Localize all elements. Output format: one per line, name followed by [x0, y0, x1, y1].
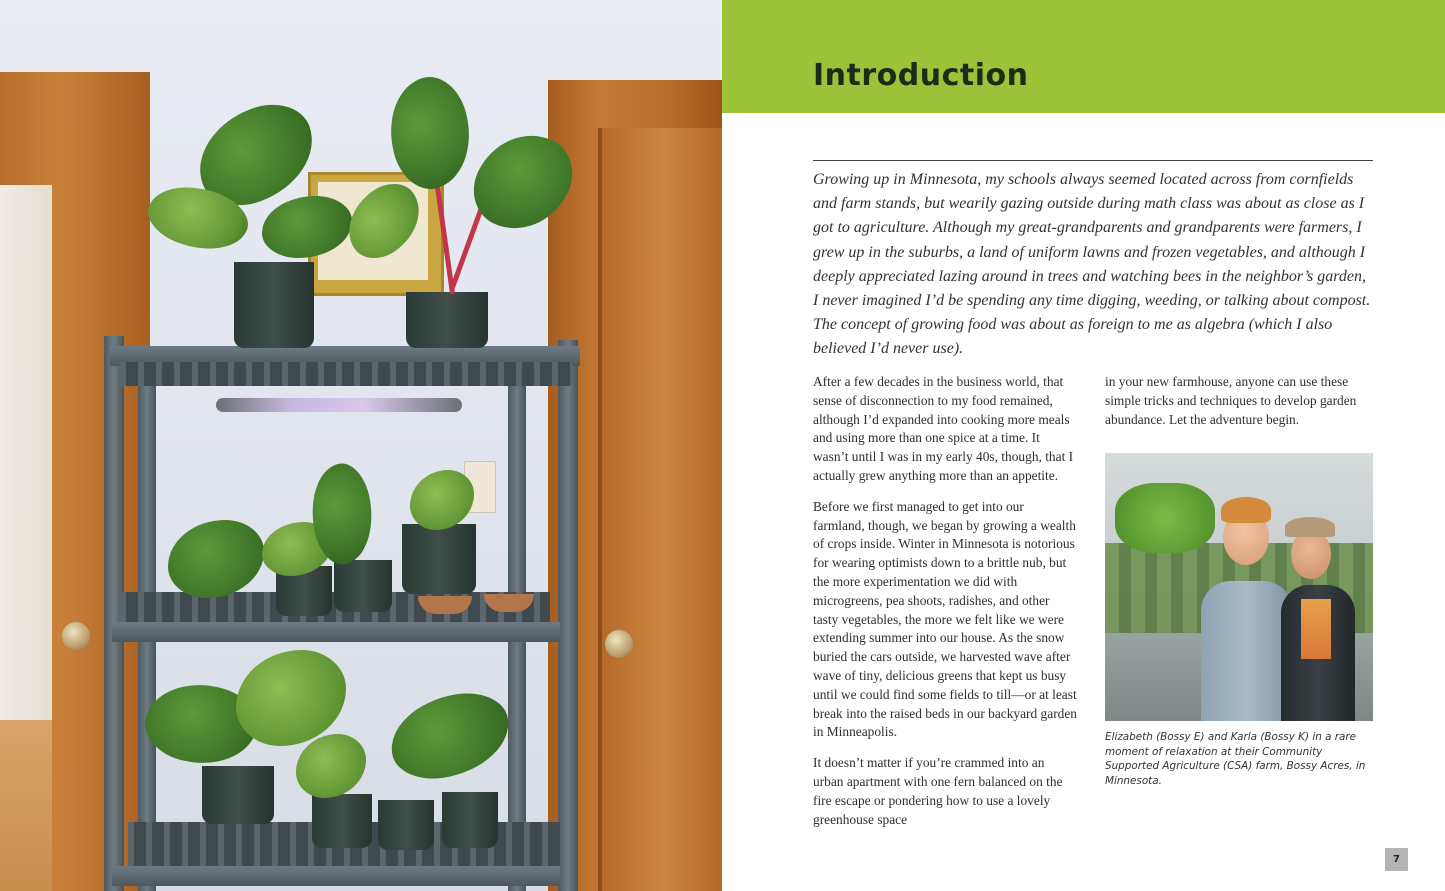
photo-pot	[312, 794, 372, 848]
shelf-plants-photo	[0, 0, 722, 891]
photo-pot	[334, 560, 392, 612]
photo-door-right	[598, 128, 722, 891]
photo-caption: Elizabeth (Bossy E) and Karla (Bossy K) in a rare moment of relaxation at their Community Supported Agriculture (CSA) farm, Bossy Acres, in Minnesota.	[1105, 731, 1366, 787]
body-column-1	[813, 373, 1078, 841]
photo-pot	[378, 800, 434, 850]
body-paragraph: After a few decades in the business world, that sense of disconnection to my food remained, although I’d expanded into cooking more meals and using more than one spice at a time. It wasn’t until I was in my early 40s, though, that I actually grew anything more than an appetite.	[813, 374, 1074, 483]
shelf-middle	[112, 622, 560, 642]
photo-person-left-hair	[1221, 497, 1271, 523]
body-paragraph: in your new farmhouse, anyone can use these simple tricks and techniques to develop garden abundance. Let the adventure begin.	[1105, 374, 1357, 427]
shelf-post	[558, 340, 578, 891]
photo-grow-light	[216, 398, 462, 412]
shelf-top-grid	[120, 362, 572, 386]
intro-rule	[813, 160, 1373, 161]
header-band	[722, 0, 1445, 113]
photo-pot	[202, 766, 274, 824]
photo-floor	[0, 720, 52, 891]
photo-person-right-shirt	[1301, 599, 1331, 659]
photo-seedling-tray	[1115, 483, 1215, 553]
body-column-2	[1105, 373, 1373, 441]
page-title: Introduction	[813, 58, 1029, 93]
page-number: 7	[1385, 848, 1408, 871]
body-paragraph: It doesn’t matter if you’re crammed into an urban apartment with one fern balanced on the fire escape or pondering how to use a lovely greenhouse space	[813, 755, 1063, 827]
photo-person-right-cap	[1285, 517, 1335, 537]
shelf-bottom	[112, 866, 560, 886]
photo-pot	[234, 262, 314, 348]
photo-person-left-body	[1201, 581, 1293, 721]
photo-pot	[402, 524, 476, 594]
intro-paragraph: Growing up in Minnesota, my schools always seemed located across from cornfields and farm stands, but wearily gazing outside during math class was about as close as I got to agriculture. Although my great-grandparents and grandparents were farmers, I grew up in the suburbs, a land of uniform lawns and frozen vegetables, and although I deeply appreciated lazing around in trees and watching bees in the neighbor’s garden, I never imagined I’d be spending any time digging, weeding, or talking about compost. The concept of growing food was about as foreign to me as algebra (which I also believed I’d never use).	[813, 171, 1371, 358]
photo-pot	[442, 792, 498, 848]
body-paragraph: Before we first managed to get into our farmland, though, we began by growing a wealth of crops inside. Winter in Minnesota is notorious for wearing optimists down to a brittle nub, but the more experimentation we did with microgreens, pea shoots, radishes, and other tasty vegetables, the more we felt like we were extending summer into our house. As the snow buried the cars outside, we harvested wave after wave of tiny, delicious greens that kept us busy until we could find some fields to till—or at least break into the raised beds in our backyard garden in Minneapolis.	[813, 498, 1077, 740]
photo-pot	[406, 292, 488, 348]
farmers-photo	[1105, 453, 1373, 721]
photo-doorknob-left	[62, 622, 90, 650]
photo-doorknob-right	[605, 630, 633, 658]
